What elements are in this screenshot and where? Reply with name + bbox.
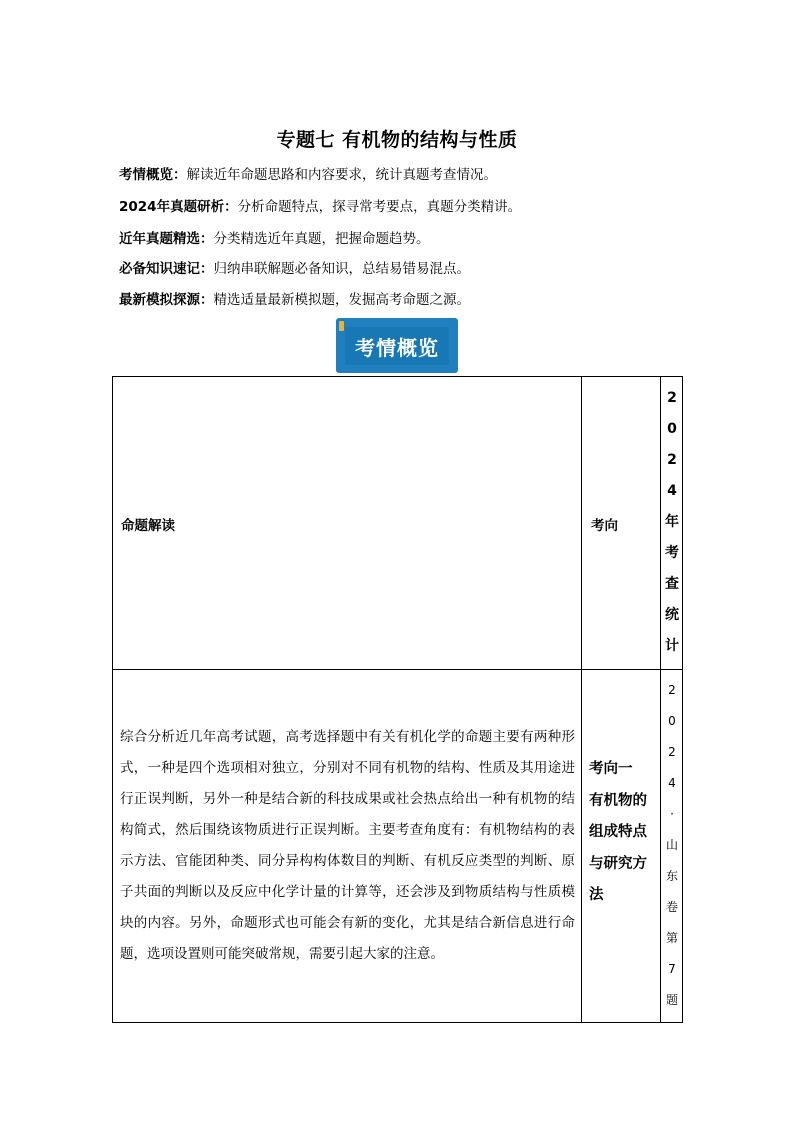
stat-char: 东 (665, 869, 678, 883)
stat-char: 卷 (665, 900, 678, 914)
intro-label: 近年真题精选： (119, 231, 214, 247)
intro-text: 精选适量最新模拟题，发掘高考命题之源。 (213, 292, 470, 308)
intro-line-2024-analysis (119, 198, 521, 216)
table-divider (660, 377, 661, 1022)
intro-line-overview (119, 166, 497, 184)
header-char: 0 (667, 421, 677, 437)
intro-label: 考情概览： (119, 167, 187, 183)
badge-inner (345, 327, 449, 365)
header-char: 4 (667, 483, 677, 499)
exam-direction: 考向一 有机物的组成特点与研究方法 (589, 761, 647, 903)
statistics-entry (662, 675, 682, 1016)
intro-text: 分析命题特点，探寻常考要点，真题分类精讲。 (237, 199, 522, 215)
header-char: 2 (667, 390, 677, 406)
header-char: 考 (665, 545, 679, 561)
stat-char: 2 (668, 683, 676, 697)
header-char: 2 (667, 452, 677, 468)
document-title: 专题七 有机物的结构与性质 (276, 129, 518, 151)
stat-char: 0 (668, 714, 676, 728)
intro-label: 最新模拟探源： (119, 292, 214, 308)
intro-label: 必备知识速记： (119, 261, 214, 277)
intro-line-recent-questions (119, 230, 430, 248)
header-analysis: 命题解读 (121, 518, 175, 534)
stat-char: 7 (668, 962, 676, 976)
table-divider (581, 377, 582, 1022)
header-char: 计 (665, 638, 679, 654)
intro-text: 分类精选近年真题，把握命题趋势。 (213, 231, 430, 247)
intro-text: 归纳串联解题必备知识，总结易错易混点。 (213, 261, 470, 277)
header-statistics (662, 383, 682, 662)
header-char: 统 (665, 607, 679, 623)
stat-char: 第 (665, 931, 678, 945)
header-direction: 考向 (591, 518, 618, 534)
table-divider (113, 669, 682, 670)
stat-char: 4 (668, 776, 676, 790)
analysis-paragraph: 综合分析近几年高考试题，高考选择题中有关有机化学的命题主要有两种形式，一种是四个选项相对独立，分别对不同有机物的结构、性质及其用途进行正误判断，另外一种是结合新的科技成果或社会热点给出一种有机物的结构简式，然后围绕该物质进行正误判断。主要考查角度有：有机物结构的表示方法、官能团种类、同分异构构体数目的判断、有机反应类型的判断、原子共面的判断以及反应中化学计量的计算等，还会涉及到物质结构与性质模块的内容。另外，命题形式也可能会有新的变化，尤其是结合新信息进行命题，选项设置则可能突破常规，需要引起大家的注意。 (120, 729, 575, 962)
intro-text: 解读近年命题思路和内容要求，统计真题考查情况。 (186, 167, 497, 183)
stat-char: 题 (665, 993, 678, 1007)
badge-accent-mark (339, 321, 344, 331)
section-badge (336, 318, 458, 373)
stat-char: 2 (668, 745, 676, 759)
exam-overview-table (112, 376, 683, 1023)
intro-label: 2024年真题研析： (119, 199, 238, 215)
stat-char: · (670, 807, 674, 821)
stat-char: 山 (665, 838, 678, 852)
badge-label: 考情概览 (355, 335, 439, 360)
intro-line-mock (119, 291, 470, 309)
header-char: 年 (665, 514, 679, 530)
intro-line-knowledge (119, 260, 470, 278)
header-char: 查 (665, 576, 679, 592)
